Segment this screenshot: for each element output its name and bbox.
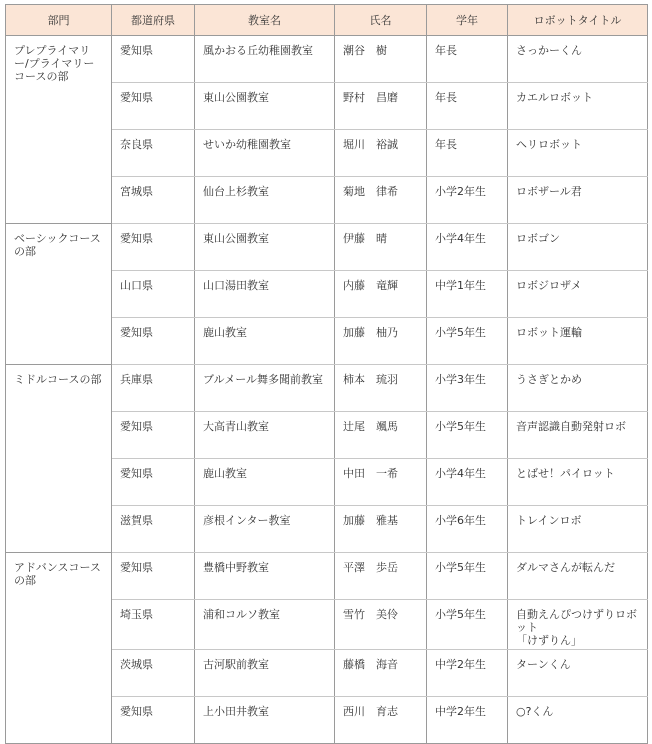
grade-cell: 年長 bbox=[427, 36, 508, 83]
prefecture-cell: 奈良県 bbox=[112, 130, 195, 177]
school-cell: 大高青山教室 bbox=[195, 412, 335, 459]
school-cell: 豊橋中野教室 bbox=[195, 553, 335, 600]
grade-cell: 中学2年生 bbox=[427, 697, 508, 744]
division-cell: ベーシックコースの部 bbox=[6, 224, 112, 365]
school-cell: 鹿山教室 bbox=[195, 459, 335, 506]
school-cell: 鹿山教室 bbox=[195, 318, 335, 365]
robot-title-cell bbox=[508, 600, 648, 650]
student-name-cell: 中田 一希 bbox=[335, 459, 427, 506]
grade-cell: 中学2年生 bbox=[427, 650, 508, 697]
prefecture-cell: 埼玉県 bbox=[112, 600, 195, 650]
prefecture-cell: 愛知県 bbox=[112, 697, 195, 744]
table-row bbox=[6, 365, 648, 412]
robot-title-cell: トレインロボ bbox=[508, 506, 648, 553]
student-name-cell: 伊藤 晴 bbox=[335, 224, 427, 271]
school-cell: 東山公園教室 bbox=[195, 83, 335, 130]
school-cell: 浦和コルソ教室 bbox=[195, 600, 335, 650]
award-table bbox=[5, 4, 648, 744]
division-cell: プレプライマリー/プライマリーコースの部 bbox=[6, 36, 112, 224]
grade-cell: 年長 bbox=[427, 130, 508, 177]
grade-cell: 小学5年生 bbox=[427, 412, 508, 459]
prefecture-cell: 愛知県 bbox=[112, 412, 195, 459]
robot-title-cell: ロボジロザメ bbox=[508, 271, 648, 318]
robot-title-cell: とばせ！パイロット bbox=[508, 459, 648, 506]
school-cell: せいか幼稚園教室 bbox=[195, 130, 335, 177]
student-name-cell: 辻尾 颯馬 bbox=[335, 412, 427, 459]
robot-title-cell: 音声認識自動発射ロボ bbox=[508, 412, 648, 459]
student-name-cell: 柿本 琉羽 bbox=[335, 365, 427, 412]
robot-title-cell: ロボゴン bbox=[508, 224, 648, 271]
school-cell: 彦根インター教室 bbox=[195, 506, 335, 553]
school-cell: 古河駅前教室 bbox=[195, 650, 335, 697]
prefecture-cell: 山口県 bbox=[112, 271, 195, 318]
prefecture-cell: 愛知県 bbox=[112, 224, 195, 271]
robot-title-cell: うさぎとかめ bbox=[508, 365, 648, 412]
student-name-cell: 菊地 律希 bbox=[335, 177, 427, 224]
robot-title-cell: ダルマさんが転んだ bbox=[508, 553, 648, 600]
grade-cell: 小学4年生 bbox=[427, 224, 508, 271]
prefecture-cell: 愛知県 bbox=[112, 83, 195, 130]
grade-cell: 小学4年生 bbox=[427, 459, 508, 506]
student-name-cell: 潮谷 樹 bbox=[335, 36, 427, 83]
header-grade: 学年 bbox=[427, 5, 508, 36]
prefecture-cell: 茨城県 bbox=[112, 650, 195, 697]
robot-title-cell: ロボット運輸 bbox=[508, 318, 648, 365]
table-row bbox=[6, 36, 648, 83]
prefecture-cell: 宮城県 bbox=[112, 177, 195, 224]
grade-cell: 小学5年生 bbox=[427, 553, 508, 600]
school-cell: 東山公園教室 bbox=[195, 224, 335, 271]
prefecture-cell: 愛知県 bbox=[112, 318, 195, 365]
school-cell: 仙台上杉教室 bbox=[195, 177, 335, 224]
student-name-cell: 平澤 歩岳 bbox=[335, 553, 427, 600]
grade-cell: 中学1年生 bbox=[427, 271, 508, 318]
grade-cell: 小学5年生 bbox=[427, 600, 508, 650]
school-cell: 山口湯田教室 bbox=[195, 271, 335, 318]
school-cell: ブルメール舞多聞前教室 bbox=[195, 365, 335, 412]
table-row bbox=[6, 553, 648, 600]
robot-title-line-2: 「けずりん」 bbox=[516, 634, 582, 647]
grade-cell: 小学5年生 bbox=[427, 318, 508, 365]
header-school: 教室名 bbox=[195, 5, 335, 36]
grade-cell: 小学3年生 bbox=[427, 365, 508, 412]
robot-title-line-1: 自動えんぴつけずりロボット bbox=[516, 608, 637, 634]
header-prefecture: 都道府県 bbox=[112, 5, 195, 36]
robot-title-cell: カエルロボット bbox=[508, 83, 648, 130]
robot-title-cell: ロボザール君 bbox=[508, 177, 648, 224]
header-name: 氏名 bbox=[335, 5, 427, 36]
school-cell: 風かおる丘幼稚園教室 bbox=[195, 36, 335, 83]
table-row bbox=[6, 224, 648, 271]
robot-title-cell: ○?くん bbox=[508, 697, 648, 744]
student-name-cell: 加藤 柚乃 bbox=[335, 318, 427, 365]
robot-title-cell: ヘリロボット bbox=[508, 130, 648, 177]
grade-cell: 小学2年生 bbox=[427, 177, 508, 224]
prefecture-cell: 愛知県 bbox=[112, 553, 195, 600]
student-name-cell: 雪竹 美伶 bbox=[335, 600, 427, 650]
student-name-cell: 加藤 雅基 bbox=[335, 506, 427, 553]
division-cell: アドバンスコースの部 bbox=[6, 553, 112, 744]
school-cell: 上小田井教室 bbox=[195, 697, 335, 744]
prefecture-cell: 兵庫県 bbox=[112, 365, 195, 412]
grade-cell: 年長 bbox=[427, 83, 508, 130]
student-name-cell: 堀川 裕誠 bbox=[335, 130, 427, 177]
header-row bbox=[6, 5, 648, 36]
student-name-cell: 西川 育志 bbox=[335, 697, 427, 744]
division-cell: ミドルコースの部 bbox=[6, 365, 112, 553]
grade-cell: 小学6年生 bbox=[427, 506, 508, 553]
student-name-cell: 藤橋 海音 bbox=[335, 650, 427, 697]
prefecture-cell: 愛知県 bbox=[112, 459, 195, 506]
prefecture-cell: 滋賀県 bbox=[112, 506, 195, 553]
robot-title-cell: ターンくん bbox=[508, 650, 648, 697]
prefecture-cell: 愛知県 bbox=[112, 36, 195, 83]
robot-title-cell: さっかーくん bbox=[508, 36, 648, 83]
student-name-cell: 野村 昌磨 bbox=[335, 83, 427, 130]
student-name-cell: 内藤 竜輝 bbox=[335, 271, 427, 318]
header-robot-title: ロボットタイトル bbox=[508, 5, 648, 36]
header-division: 部門 bbox=[6, 5, 112, 36]
